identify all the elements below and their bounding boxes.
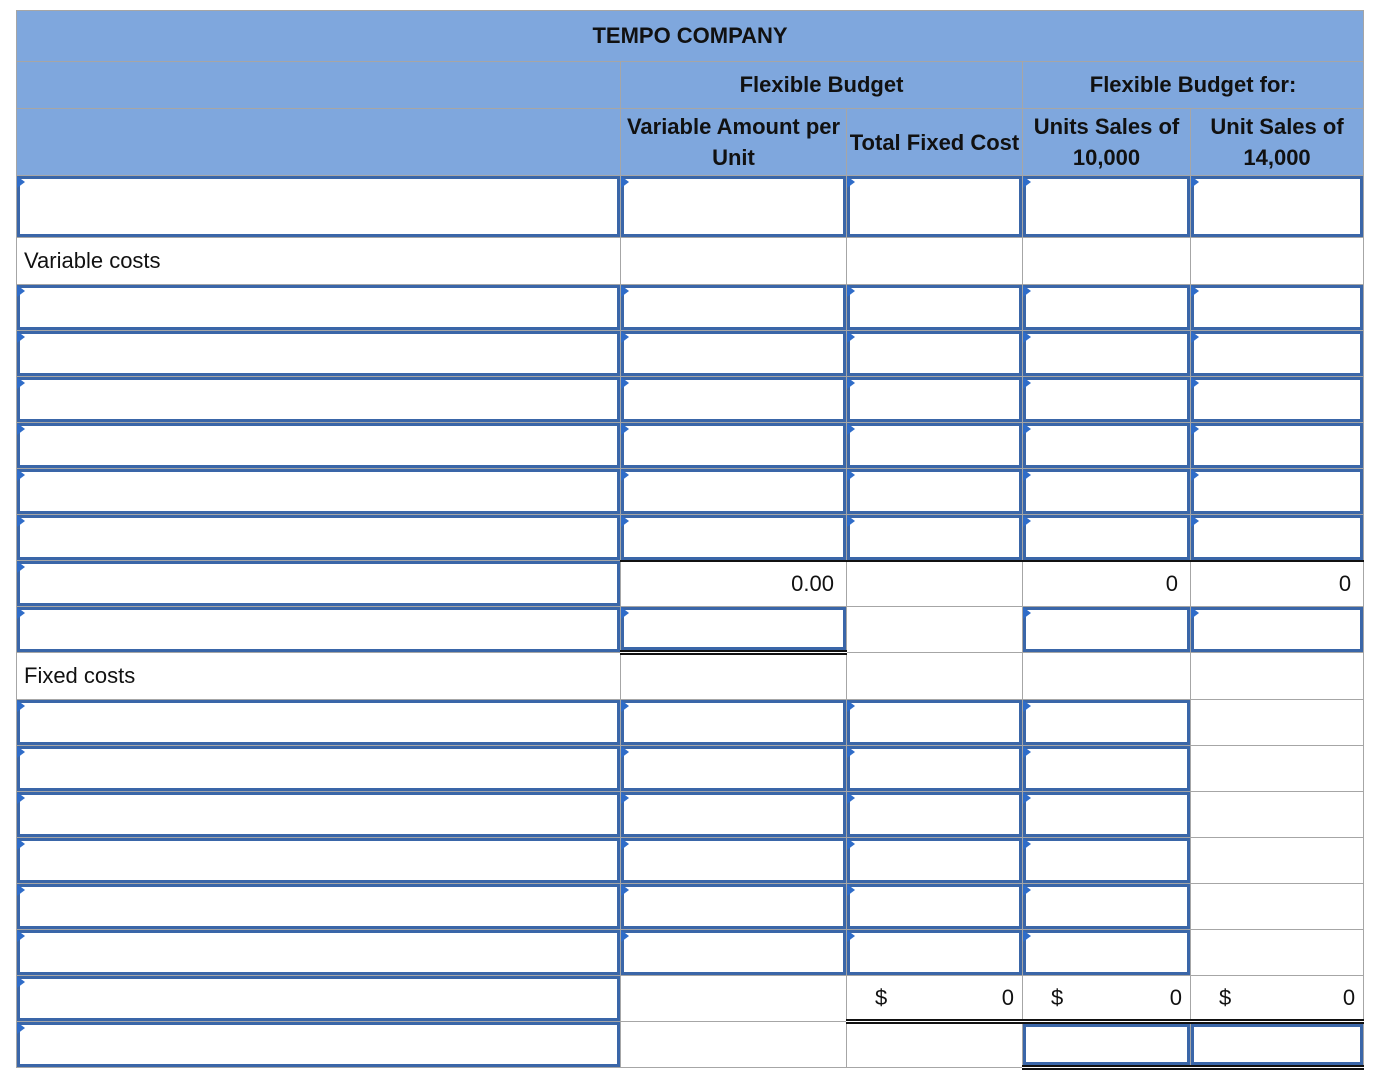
units-14000-input[interactable] (1191, 515, 1364, 561)
col-header-units-14000: Unit Sales of 14,000 (1191, 109, 1364, 176)
header-blank (17, 109, 621, 176)
fixed-cost-input[interactable] (847, 176, 1023, 238)
currency-symbol: $ (1051, 984, 1064, 1010)
company-title: TEMPO COMPANY (17, 11, 1364, 62)
row-label-input[interactable] (17, 423, 621, 469)
row-label-input[interactable] (17, 561, 621, 607)
variable-amount-input[interactable] (621, 838, 847, 884)
row-label-input[interactable] (17, 792, 621, 838)
fixed-costs-label: Fixed costs (17, 653, 621, 700)
fixed-cost-input[interactable] (847, 285, 1023, 331)
row-label-input[interactable] (17, 1022, 621, 1068)
units-10000-input[interactable] (1023, 700, 1191, 746)
empty-cell (847, 1022, 1023, 1068)
table-row (17, 469, 1364, 515)
row-label-input[interactable] (17, 331, 621, 377)
variable-amount-input[interactable] (621, 607, 847, 653)
row-label-input[interactable] (17, 377, 621, 423)
fixed-cost-input[interactable] (847, 838, 1023, 884)
variable-amount-input[interactable] (621, 331, 847, 377)
total-fixed-cost-value: 0 (1001, 984, 1014, 1010)
fixed-cost-input[interactable] (847, 331, 1023, 377)
fixed-cost-input[interactable] (847, 792, 1023, 838)
units-14000-input[interactable] (1191, 331, 1364, 377)
total-fixed-10000-cell (1023, 976, 1191, 1022)
fixed-cost-input[interactable] (847, 469, 1023, 515)
total-variable-costs-row (17, 561, 1364, 607)
units-10000-input[interactable] (1023, 838, 1191, 884)
units-10000-input[interactable] (1023, 1022, 1191, 1068)
row-label-input[interactable] (17, 930, 621, 976)
flexible-budget-table (16, 10, 1364, 1070)
units-10000-input[interactable] (1023, 423, 1191, 469)
table-row (17, 377, 1364, 423)
table-row (17, 653, 1364, 700)
units-10000-input[interactable] (1023, 285, 1191, 331)
total-fixed-14000-cell (1191, 976, 1364, 1022)
fixed-cost-input[interactable] (847, 700, 1023, 746)
variable-amount-input[interactable] (621, 930, 847, 976)
row-label-input[interactable] (17, 285, 621, 331)
units-14000-input[interactable] (1191, 285, 1364, 331)
col-header-units-10000: Units Sales of 10,000 (1023, 109, 1191, 176)
fixed-cost-input[interactable] (847, 377, 1023, 423)
empty-cell (1191, 930, 1364, 976)
table-row (17, 331, 1364, 377)
variable-amount-input[interactable] (621, 792, 847, 838)
empty-cell (1191, 238, 1364, 285)
total-fixed-cost-cell (847, 976, 1023, 1022)
empty-cell (621, 653, 847, 700)
empty-cell (1191, 792, 1364, 838)
empty-cell (1191, 700, 1364, 746)
variable-amount-input[interactable] (621, 746, 847, 792)
variable-amount-input[interactable] (621, 700, 847, 746)
row-label-input[interactable] (17, 976, 621, 1022)
empty-cell (847, 561, 1023, 607)
row-label-input[interactable] (17, 838, 621, 884)
units-10000-input[interactable] (1023, 884, 1191, 930)
total-variable-14000: 0 (1191, 561, 1364, 607)
empty-cell (621, 238, 847, 285)
table-row (17, 1022, 1364, 1068)
empty-cell (847, 607, 1023, 653)
units-14000-input[interactable] (1191, 176, 1364, 238)
header-blank (17, 62, 621, 109)
empty-cell (621, 976, 847, 1022)
fixed-cost-input[interactable] (847, 930, 1023, 976)
row-label-input[interactable] (17, 176, 621, 238)
variable-amount-input[interactable] (621, 515, 847, 561)
table-row (17, 423, 1364, 469)
flexible-budget-for-header: Flexible Budget for: (1023, 62, 1364, 109)
row-label-input[interactable] (17, 515, 621, 561)
table-row (17, 238, 1364, 285)
units-10000-input[interactable] (1023, 607, 1191, 653)
table-row (17, 285, 1364, 331)
row-label-input[interactable] (17, 746, 621, 792)
variable-amount-input[interactable] (621, 469, 847, 515)
table-row (17, 515, 1364, 561)
fixed-cost-input[interactable] (847, 746, 1023, 792)
fixed-cost-input[interactable] (847, 515, 1023, 561)
empty-cell (847, 238, 1023, 285)
table-row (17, 792, 1364, 838)
total-fixed-costs-row (17, 976, 1364, 1022)
variable-amount-input[interactable] (621, 423, 847, 469)
row-label-input[interactable] (17, 607, 621, 653)
currency-symbol: $ (1219, 984, 1232, 1010)
units-10000-input[interactable] (1023, 331, 1191, 377)
row-label-input[interactable] (17, 469, 621, 515)
variable-amount-input[interactable] (621, 176, 847, 238)
total-variable-per-unit: 0.00 (621, 561, 847, 607)
units-10000-input[interactable] (1023, 377, 1191, 423)
empty-cell (1023, 653, 1191, 700)
units-14000-input[interactable] (1191, 607, 1364, 653)
empty-cell (1023, 238, 1191, 285)
units-10000-input[interactable] (1023, 746, 1191, 792)
units-10000-input[interactable] (1023, 515, 1191, 561)
row-label-input[interactable] (17, 884, 621, 930)
table-row (17, 838, 1364, 884)
table-row (17, 176, 1364, 238)
col-header-variable-amount: Variable Amount per Unit (621, 109, 847, 176)
table-row (17, 607, 1364, 653)
empty-cell (1191, 746, 1364, 792)
empty-cell (1191, 838, 1364, 884)
total-fixed-14000-value: 0 (1342, 984, 1356, 1010)
variable-costs-label: Variable costs (17, 238, 621, 285)
table-row (17, 930, 1364, 976)
units-14000-input[interactable] (1191, 1022, 1364, 1068)
variable-amount-input[interactable] (621, 377, 847, 423)
units-10000-input[interactable] (1023, 792, 1191, 838)
empty-cell (1191, 884, 1364, 930)
currency-symbol: $ (875, 984, 888, 1010)
total-fixed-10000-value: 0 (1169, 984, 1182, 1010)
variable-amount-input[interactable] (621, 884, 847, 930)
units-14000-input[interactable] (1191, 423, 1364, 469)
units-10000-input[interactable] (1023, 469, 1191, 515)
units-14000-input[interactable] (1191, 469, 1364, 515)
empty-cell (1191, 653, 1364, 700)
variable-amount-input[interactable] (621, 285, 847, 331)
empty-cell (847, 653, 1023, 700)
table-row (17, 700, 1364, 746)
flexible-budget-header: Flexible Budget (621, 62, 1023, 109)
units-10000-input[interactable] (1023, 176, 1191, 238)
total-variable-10000: 0 (1023, 561, 1191, 607)
units-14000-input[interactable] (1191, 377, 1364, 423)
table-row (17, 884, 1364, 930)
empty-cell (621, 1022, 847, 1068)
row-label-input[interactable] (17, 700, 621, 746)
fixed-cost-input[interactable] (847, 884, 1023, 930)
table-row (17, 746, 1364, 792)
col-header-total-fixed-cost: Total Fixed Cost (847, 109, 1023, 176)
units-10000-input[interactable] (1023, 930, 1191, 976)
fixed-cost-input[interactable] (847, 423, 1023, 469)
